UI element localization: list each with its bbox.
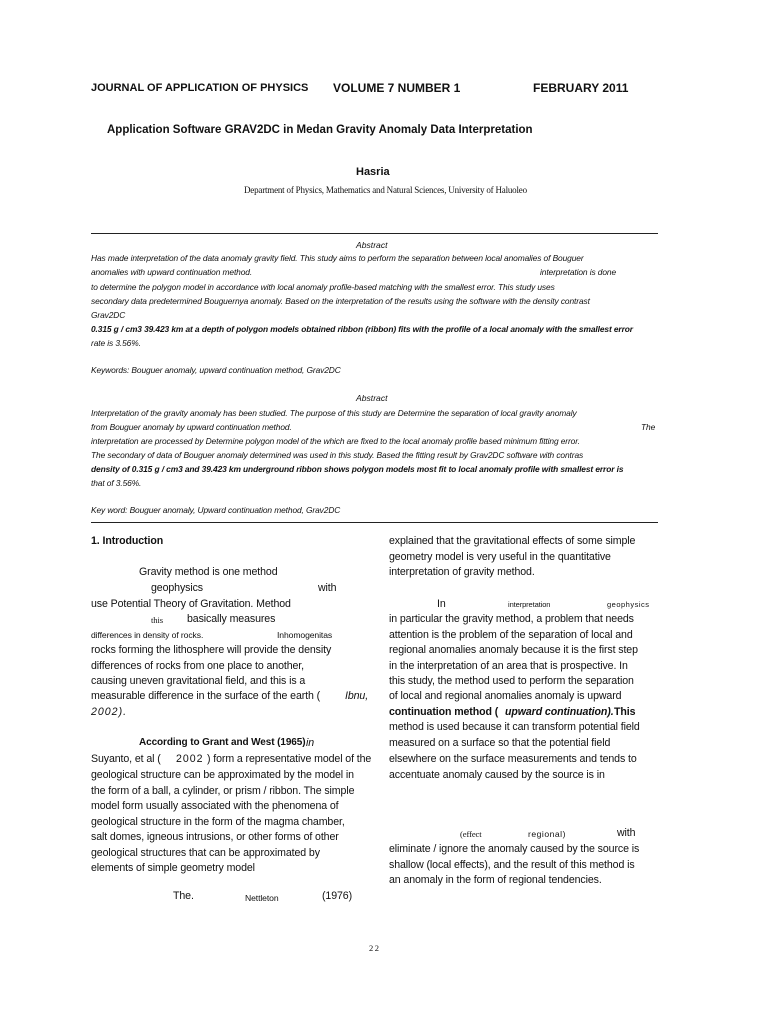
- journal-name: JOURNAL OF APPLICATION OF PHYSICS: [91, 82, 309, 94]
- author-affiliation: Department of Physics, Mathematics and Natural Sciences, University of Haluoleo: [244, 185, 527, 195]
- body-text: in the interpretation of an area that is prospective. In: [389, 660, 628, 672]
- body-text: regional anomalies anomaly because it is the first step: [389, 644, 638, 656]
- body-text: (effect: [460, 829, 482, 839]
- abstract-1-line: Has made interpretation of the data anomaly gravity field. This study aims to perform the separation between local anomalies of Bouguer: [91, 253, 584, 263]
- abstract-1-line: secondary data predetermined Bouguernya anomaly. Based on the interpretation of the results using the software with the density contrast: [91, 296, 590, 306]
- keywords-2: Key word: Bouguer anomaly, Upward continuation method, Grav2DC: [91, 505, 341, 515]
- abstract-2-line: from Bouguer anomaly by upward continuation method.: [91, 422, 292, 432]
- body-text: geological structure in the form of the magma chamber,: [91, 816, 345, 828]
- body-text: regional): [528, 829, 566, 839]
- body-text: eliminate / ignore the anomaly caused by the source is: [389, 843, 640, 855]
- body-text: salt domes, igneous intrusions, or other forms of other: [91, 831, 339, 843]
- abstract-1-line: anomalies with upward continuation method.: [91, 267, 253, 277]
- body-text: 2002).: [91, 706, 128, 718]
- body-text: causing uneven gravitational field, and this is a: [91, 675, 306, 687]
- bottom-rule: [91, 522, 658, 523]
- body-text: According to Grant and West (1965): [139, 737, 306, 748]
- body-text: with: [617, 827, 636, 839]
- body-text: geophysics: [151, 582, 203, 594]
- body-text: geophysics: [607, 600, 650, 609]
- author-name: Hasria: [356, 166, 390, 178]
- body-text: Gravity method is one method: [139, 566, 278, 578]
- body-text: attention is the problem of the separation of local and: [389, 629, 633, 641]
- paper-title: Application Software GRAV2DC in Medan Gravity Anomaly Data Interpretation: [107, 124, 533, 136]
- body-text: The.: [173, 890, 194, 902]
- top-rule: [91, 233, 658, 234]
- body-text: this study, the method used to perform the separation: [389, 675, 634, 687]
- body-text: geological structures that can be approximated by: [91, 847, 320, 859]
- body-text: use Potential Theory of Gravitation. Method: [91, 598, 291, 610]
- abstract-2-line: that of 3.56%.: [91, 478, 142, 488]
- body-text: method is used because it can transform potential field: [389, 721, 640, 733]
- body-text: elsewhere on the surface measurements and tends to: [389, 753, 637, 765]
- abstract-1-line: interpretation is done: [540, 267, 617, 277]
- body-text: interpretation of gravity method.: [389, 566, 535, 578]
- body-text: in: [306, 737, 315, 749]
- abstract-2-line: density of 0.315 g / cm3 and 39.423 km underground ribbon shows polygon models most fit to local anomaly profile with smallest error is: [91, 464, 624, 474]
- body-text: differences in density of rocks.: [91, 630, 204, 640]
- body-text: elements of simple geometry model: [91, 862, 255, 874]
- body-text: (1976): [322, 890, 353, 902]
- abstract-2-line: Interpretation of the gravity anomaly has been studied. The purpose of this study are Determine the separation of local gravity anomaly: [91, 408, 577, 418]
- body-text: Suyanto, et al (: [91, 753, 161, 765]
- body-text: 2002: [176, 753, 204, 765]
- body-text: geological structure can be approximated by the model in: [91, 769, 354, 781]
- abstract-2-line: The secondary of data of Bouguer anomaly determined was used in this study. Based the fitting result by Grav2DC software with contras: [91, 450, 584, 460]
- body-text: This: [614, 706, 636, 718]
- body-text: measurable difference in the surface of the earth (: [91, 690, 321, 702]
- body-text: basically measures: [187, 613, 276, 625]
- body-text: model form usually associated with the phenomena of: [91, 800, 339, 812]
- body-text: accentuate anomaly caused by the source is in: [389, 769, 605, 781]
- abstract-1-line: Grav2DC: [91, 310, 126, 320]
- body-text: Nettleton: [245, 893, 279, 903]
- volume-number: VOLUME 7 NUMBER 1: [333, 81, 461, 95]
- body-text: of local and regional anomalies anomaly is upward: [389, 690, 622, 702]
- body-text: differences of rocks from one place to another,: [91, 660, 304, 672]
- body-text: in particular the gravity method, a problem that needs: [389, 613, 634, 625]
- body-text: measured on a surface so that the potential field: [389, 737, 611, 749]
- body-text: interpretation: [508, 600, 551, 609]
- section-heading: 1. Introduction: [91, 535, 164, 547]
- body-text: rocks forming the lithosphere will provide the density: [91, 644, 332, 656]
- body-text: this: [151, 615, 164, 625]
- keywords-1: Keywords: Bouguer anomaly, upward continuation method, Grav2DC: [91, 365, 341, 375]
- body-text: upward continuation).: [505, 706, 614, 718]
- abstract-2-line: The: [641, 422, 656, 432]
- body-text: with: [318, 582, 337, 594]
- body-text: shallow (local effects), and the result of this method is: [389, 859, 635, 871]
- body-text: continuation method (: [389, 706, 499, 718]
- body-text: ) form a representative model of the: [207, 753, 372, 765]
- abstract-1-line: to determine the polygon model in accordance with local anomaly profile-based matching with the smallest error. This study uses: [91, 282, 555, 292]
- abstract-heading-1: Abstract: [356, 240, 388, 250]
- page-number: 22: [369, 943, 381, 953]
- body-text: explained that the gravitational effects of some simple: [389, 535, 636, 547]
- body-text: geometry model is very useful in the quantitative: [389, 551, 611, 563]
- body-text: In: [437, 598, 446, 610]
- abstract-1-line: rate is 3.56%.: [91, 338, 141, 348]
- abstract-1-line: 0.315 g / cm3 39.423 km at a depth of polygon models obtained ribbon (ribbon) fits with the profile of a local anomaly with the smallest error: [91, 324, 633, 334]
- body-text: Ibnu,: [345, 690, 369, 702]
- abstract-heading-2: Abstract: [356, 393, 388, 403]
- issue-date: FEBRUARY 2011: [533, 81, 629, 95]
- abstract-2-line: interpretation are processed by Determine polygon model of the which are fixed to the local anomaly profile based minimum fitting error.: [91, 436, 580, 446]
- body-text: an anomaly in the form of regional tendencies.: [389, 874, 602, 886]
- body-text: the form of a ball, a cylinder, or prism / ribbon. The simple: [91, 785, 355, 797]
- body-text: Inhomogenitas: [277, 630, 333, 640]
